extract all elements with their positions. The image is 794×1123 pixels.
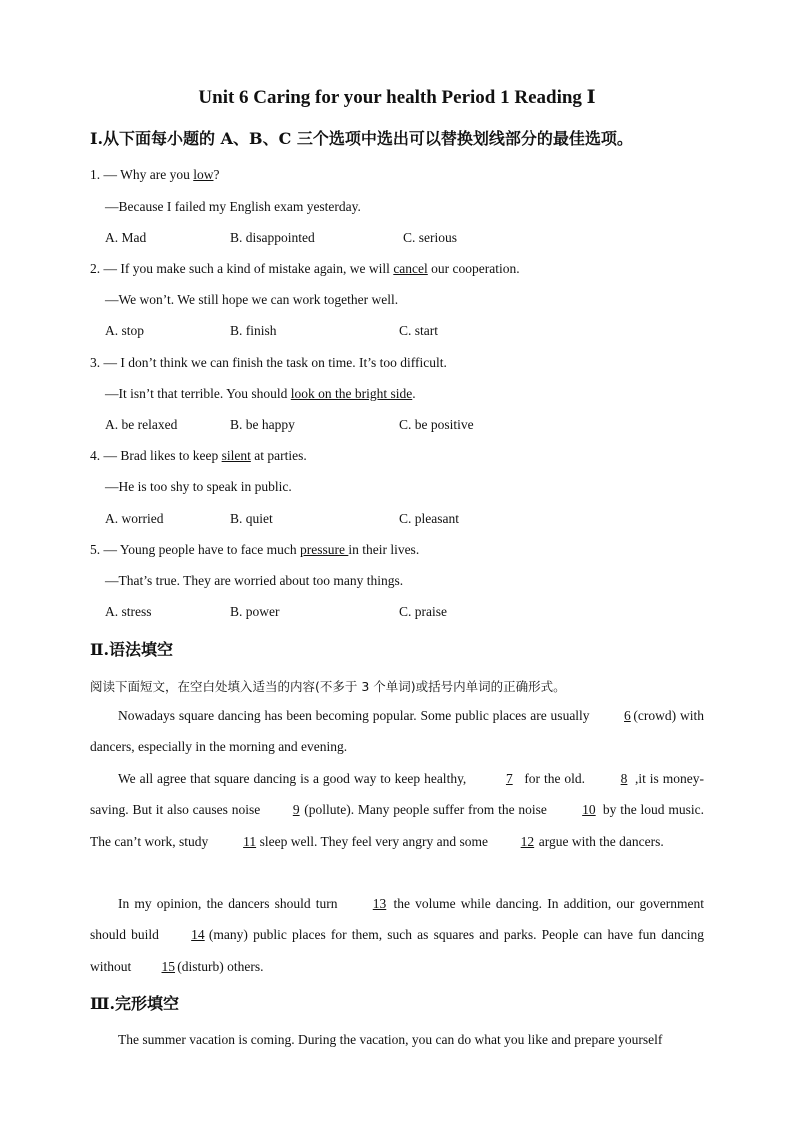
option-4a: A. worried xyxy=(105,511,164,526)
blank-9: 9 xyxy=(292,802,300,818)
blank-11: 11 xyxy=(243,833,257,849)
question-2: 2. — If you make such a kind of mistake again, we will cancel our cooperation. xyxy=(90,261,520,276)
option-1b: B. disappointed xyxy=(230,230,315,245)
blank-7: 7 xyxy=(505,771,513,786)
option-3c: C. be positive xyxy=(399,417,474,432)
blank-8: 8 xyxy=(620,771,628,786)
option-1a: A. Mad xyxy=(105,230,147,245)
option-3a: A. be relaxed xyxy=(105,417,178,432)
option-4c: C. pleasant xyxy=(399,511,459,526)
answer-2: —We won’t. We still hope we can work together well. xyxy=(105,292,399,307)
option-4b: B. quiet xyxy=(230,511,273,526)
question-1: 1. — Why are you low? xyxy=(90,167,220,182)
option-5a: A. stress xyxy=(105,604,152,619)
option-2b: B. finish xyxy=(230,323,277,338)
blank-12: 12 xyxy=(520,833,535,849)
answer-4: —He is too shy to speak in public. xyxy=(105,479,292,494)
option-5c: C. praise xyxy=(399,604,447,619)
question-3: 3. — I don’t think we can finish the task on time. It’s too difficult. xyxy=(90,355,447,370)
blank-10: 10 xyxy=(582,802,596,818)
section3-paragraph: The summer vacation is coming. During the vacation, you can do what you like and prepare yourself xyxy=(118,1032,663,1047)
question-5: 5. — Young people have to face much pressure in their lives. xyxy=(90,542,420,557)
paragraph-3: In my opinion, the dancers should turn 13 the volume while dancing. In addition, our government should build 14 (many) public places for them, such as squares and parks. People can have fun dancing without 15 (disturb) others. xyxy=(90,888,704,982)
option-5b: B. power xyxy=(230,604,280,619)
section2-instruction: 阅读下面短文，在空白处填入适当的内容(不多于 3 个单词)或括号内单词的正确形式。 xyxy=(90,679,566,694)
blank-14: 14 xyxy=(191,927,205,943)
answer-1: —Because I failed my English exam yesterday. xyxy=(105,199,361,214)
option-3b: B. be happy xyxy=(230,417,295,432)
paragraph-2: We all agree that square dancing is a good way to keep healthy, 7 for the old. 8 ,it is money-saving. But it also causes noise 9 (pollute). Many people suffer from the noise 10 by the loud music. The can’t work, study 11 sleep well. They feel very angry and some 12 argue with the dancers. xyxy=(90,763,704,857)
section1-heading: Ⅰ.从下面每小题的 A、B、C 三个选项中选出可以替换划线部分的最佳选项。 xyxy=(90,129,633,148)
section3-heading: Ⅲ.完形填空 xyxy=(90,994,180,1013)
option-2c: C. start xyxy=(399,323,438,338)
blank-15: 15 xyxy=(161,958,176,974)
answer-3: —It isn’t that terrible. You should look on the bright side. xyxy=(105,386,416,401)
paragraph-1: Nowadays square dancing has been becoming popular. Some public places are usually 6 (crowd) with dancers, especially in the morning and evening. xyxy=(90,700,704,763)
question-4: 4. — Brad likes to keep silent at parties. xyxy=(90,448,307,463)
option-1c: C. serious xyxy=(403,230,457,245)
page-title: Unit 6 Caring for your health Period 1 Reading Ⅰ xyxy=(198,87,596,108)
blank-13: 13 xyxy=(372,896,387,911)
blank-6: 6 xyxy=(624,708,631,723)
answer-5: —That’s true. They are worried about too many things. xyxy=(105,573,404,588)
section2-heading: Ⅱ.语法填空 xyxy=(90,640,174,659)
option-2a: A. stop xyxy=(105,323,145,338)
